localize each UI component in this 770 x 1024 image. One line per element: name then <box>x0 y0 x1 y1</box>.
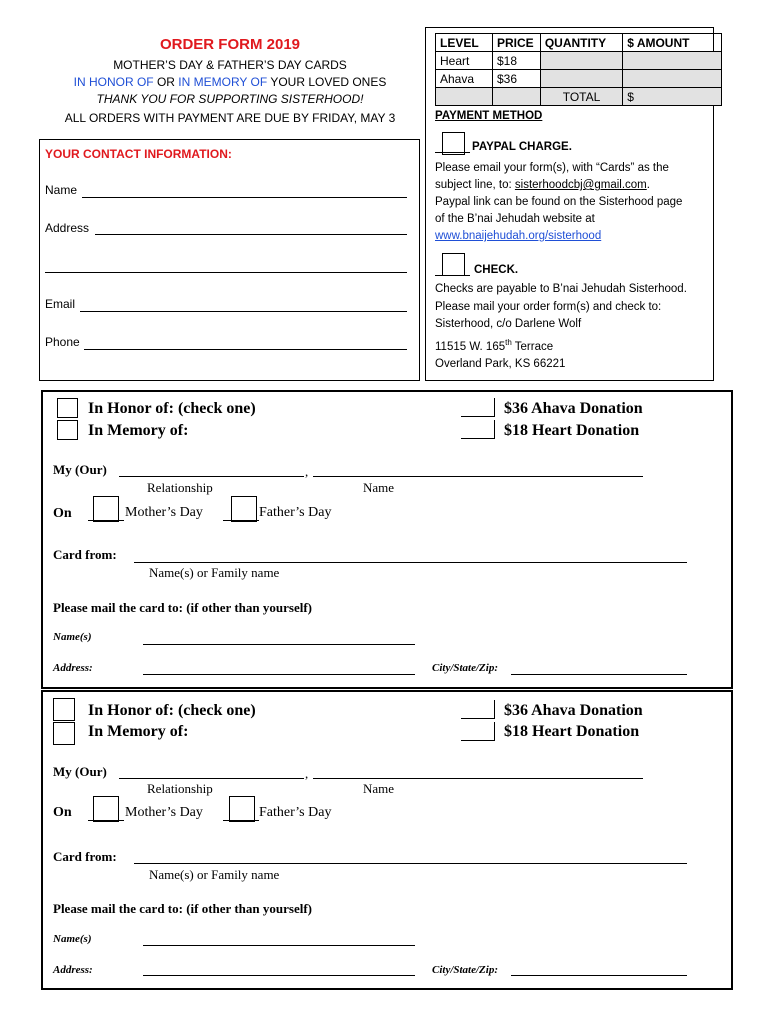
paypal-line-1: Please email your form(s), with “Cards” as the <box>435 162 669 174</box>
ahava-label-2: $36 Ahava Donation <box>504 702 643 719</box>
mothers-day-label-2: Mother’s Day <box>125 805 203 820</box>
paypal-line-2: subject line, to: sisterhoodcbj@gmail.com. <box>435 179 650 191</box>
phone-label: Phone <box>45 335 80 349</box>
or-text: OR <box>153 75 179 89</box>
relationship-caption-2: Relationship <box>147 781 213 796</box>
name-caption-2: Name <box>363 781 395 796</box>
city-label-2: City/State/Zip: <box>432 964 498 976</box>
ahava-checkbox-2[interactable] <box>461 700 495 719</box>
mothers-day-checkbox-1[interactable] <box>93 496 119 522</box>
paypal-line-4: of the B’nai Jehudah website at <box>435 213 595 225</box>
price-heart: $18 <box>492 52 540 70</box>
check-line-5: Overland Park, KS 66221 <box>435 357 566 370</box>
card-section-2 <box>41 690 733 990</box>
price-ahava: $36 <box>492 70 540 88</box>
city-field-2[interactable] <box>511 975 687 976</box>
city-label-1: City/State/Zip: <box>432 662 498 674</box>
check-line-4: 11515 W. 165th Terrace <box>435 337 554 353</box>
form-title: ORDER FORM 2019 <box>159 36 301 53</box>
fathers-day-line-2 <box>223 820 259 821</box>
col-price: PRICE <box>492 34 540 52</box>
email-label: Email <box>45 297 76 311</box>
on-label-1: On <box>53 506 72 521</box>
phone-field[interactable] <box>84 349 407 350</box>
mail-to-label-1: Please mail the card to: (if other than yourself) <box>53 600 312 615</box>
price-table <box>435 33 722 106</box>
memory-label-1: In Memory of: <box>88 422 189 439</box>
on-label-2: On <box>53 805 72 820</box>
paypal-email-link[interactable]: sisterhoodcbj@gmail.com <box>514 179 647 191</box>
card-section-1 <box>41 390 733 689</box>
mail-address-label-2: Address: <box>53 964 93 976</box>
name-field[interactable] <box>82 197 407 198</box>
mothers-day-line-2 <box>88 820 124 821</box>
memory-checkbox-1[interactable] <box>57 420 78 440</box>
heart-checkbox-2[interactable] <box>461 722 495 741</box>
check-checkbox[interactable] <box>442 253 465 276</box>
my-our-label-2: My (Our) <box>53 764 107 779</box>
memory-label-2: In Memory of: <box>88 723 189 740</box>
names-family-caption-1: Name(s) or Family name <box>149 565 280 580</box>
mail-address-label-1: Address: <box>53 662 93 674</box>
memory-checkbox-2[interactable] <box>53 722 75 745</box>
honor-label-1: In Honor of: (check one) <box>88 400 256 417</box>
col-level: LEVEL <box>436 34 493 52</box>
ahava-checkbox-1[interactable] <box>461 398 495 417</box>
name-field-1[interactable] <box>313 476 643 477</box>
loved-ones-text: YOUR LOVED ONES <box>267 75 387 89</box>
sisterhood-link[interactable]: www.bnaijehudah.org/sisterhood <box>435 230 602 242</box>
honor-label-2: In Honor of: (check one) <box>88 702 256 719</box>
card-from-label-1: Card from: <box>53 547 117 562</box>
in-honor-text: IN HONOR OF <box>73 75 154 89</box>
comma-2: , <box>305 766 309 781</box>
fathers-day-label-2: Father’s Day <box>259 805 332 820</box>
relationship-field-2[interactable] <box>119 778 304 779</box>
address-field-2[interactable] <box>45 272 407 273</box>
total-value[interactable]: $ <box>623 88 722 106</box>
col-amount: $ AMOUNT <box>623 34 722 52</box>
check-line-3: Sisterhood, c/o Darlene Wolf <box>435 318 582 330</box>
mothers-day-label-1: Mother’s Day <box>125 505 203 520</box>
mail-address-field-2[interactable] <box>143 975 415 976</box>
fathers-day-checkbox-2[interactable] <box>229 796 255 822</box>
check-line-1: Checks are payable to B’nai Jehudah Sisterhood. <box>435 283 687 295</box>
honor-checkbox-2[interactable] <box>53 698 75 721</box>
level-heart: Heart <box>436 52 493 70</box>
level-ahava: Ahava <box>436 70 493 88</box>
relationship-field-1[interactable] <box>119 476 304 477</box>
total-label: TOTAL <box>540 88 622 106</box>
qty-ahava[interactable] <box>540 70 622 88</box>
due-date-text: ALL ORDERS WITH PAYMENT ARE DUE BY FRIDAY, MAY 3 <box>64 111 396 125</box>
in-memory-text: IN MEMORY OF <box>178 75 268 89</box>
address-label: Address <box>45 221 90 235</box>
payment-method-title: PAYMENT METHOD <box>435 110 543 122</box>
heart-label-2: $18 Heart Donation <box>504 723 640 740</box>
relationship-caption-1: Relationship <box>147 480 213 495</box>
ahava-label-1: $36 Ahava Donation <box>504 400 643 417</box>
paypal-checkbox-line <box>435 152 470 153</box>
form-subtitle: MOTHER’S DAY & FATHER’S DAY CARDS <box>113 58 347 72</box>
check-instructions <box>435 281 715 373</box>
contact-info-box <box>39 139 420 381</box>
name-field-2[interactable] <box>313 778 643 779</box>
amount-heart[interactable] <box>623 52 722 70</box>
card-from-field-1[interactable] <box>134 562 687 563</box>
honor-memory-line <box>40 75 420 89</box>
mail-names-field-1[interactable] <box>143 644 415 645</box>
name-label: Name <box>45 183 78 197</box>
name-caption-1: Name <box>363 480 395 495</box>
comma-1: , <box>305 464 309 479</box>
mothers-day-checkbox-2[interactable] <box>93 796 119 822</box>
my-our-label-1: My (Our) <box>53 462 107 477</box>
names-family-caption-2: Name(s) or Family name <box>149 867 280 882</box>
fathers-day-label-1: Father’s Day <box>259 505 332 520</box>
mail-to-label-2: Please mail the card to: (if other than yourself) <box>53 901 312 916</box>
heart-label-1: $18 Heart Donation <box>504 422 640 439</box>
mail-address-field-1[interactable] <box>143 674 415 675</box>
card-from-label-2: Card from: <box>53 849 117 864</box>
fathers-day-checkbox-1[interactable] <box>231 496 257 522</box>
col-quantity: QUANTITY <box>540 34 622 52</box>
honor-checkbox-1[interactable] <box>57 398 78 418</box>
total-spacer-2 <box>492 88 540 106</box>
email-field[interactable] <box>80 311 407 312</box>
heart-checkbox-1[interactable] <box>461 420 495 439</box>
mail-names-field-2[interactable] <box>143 945 415 946</box>
mothers-day-line-1 <box>88 520 124 521</box>
card-from-field-2[interactable] <box>134 863 687 864</box>
payment-box <box>425 27 714 381</box>
thanks-text: THANK YOU FOR SUPPORTING SISTERHOOD! <box>96 92 364 106</box>
city-field-1[interactable] <box>511 674 687 675</box>
amount-ahava[interactable] <box>623 70 722 88</box>
contact-title: YOUR CONTACT INFORMATION: <box>45 147 232 161</box>
check-checkbox-line <box>435 275 470 276</box>
qty-heart[interactable] <box>540 52 622 70</box>
check-label: CHECK. <box>474 264 519 276</box>
paypal-label: PAYPAL CHARGE. <box>472 141 572 153</box>
paypal-line-3: Paypal link can be found on the Sisterhood page <box>435 196 683 208</box>
mail-names-label-2: Name(s) <box>53 933 92 945</box>
total-spacer <box>436 88 493 106</box>
fathers-day-line-1 <box>223 520 259 521</box>
check-line-2: Please mail your order form(s) and check to: <box>435 300 662 313</box>
mail-names-label-1: Name(s) <box>53 631 92 643</box>
address-field[interactable] <box>95 234 407 235</box>
paypal-instructions <box>435 160 715 245</box>
